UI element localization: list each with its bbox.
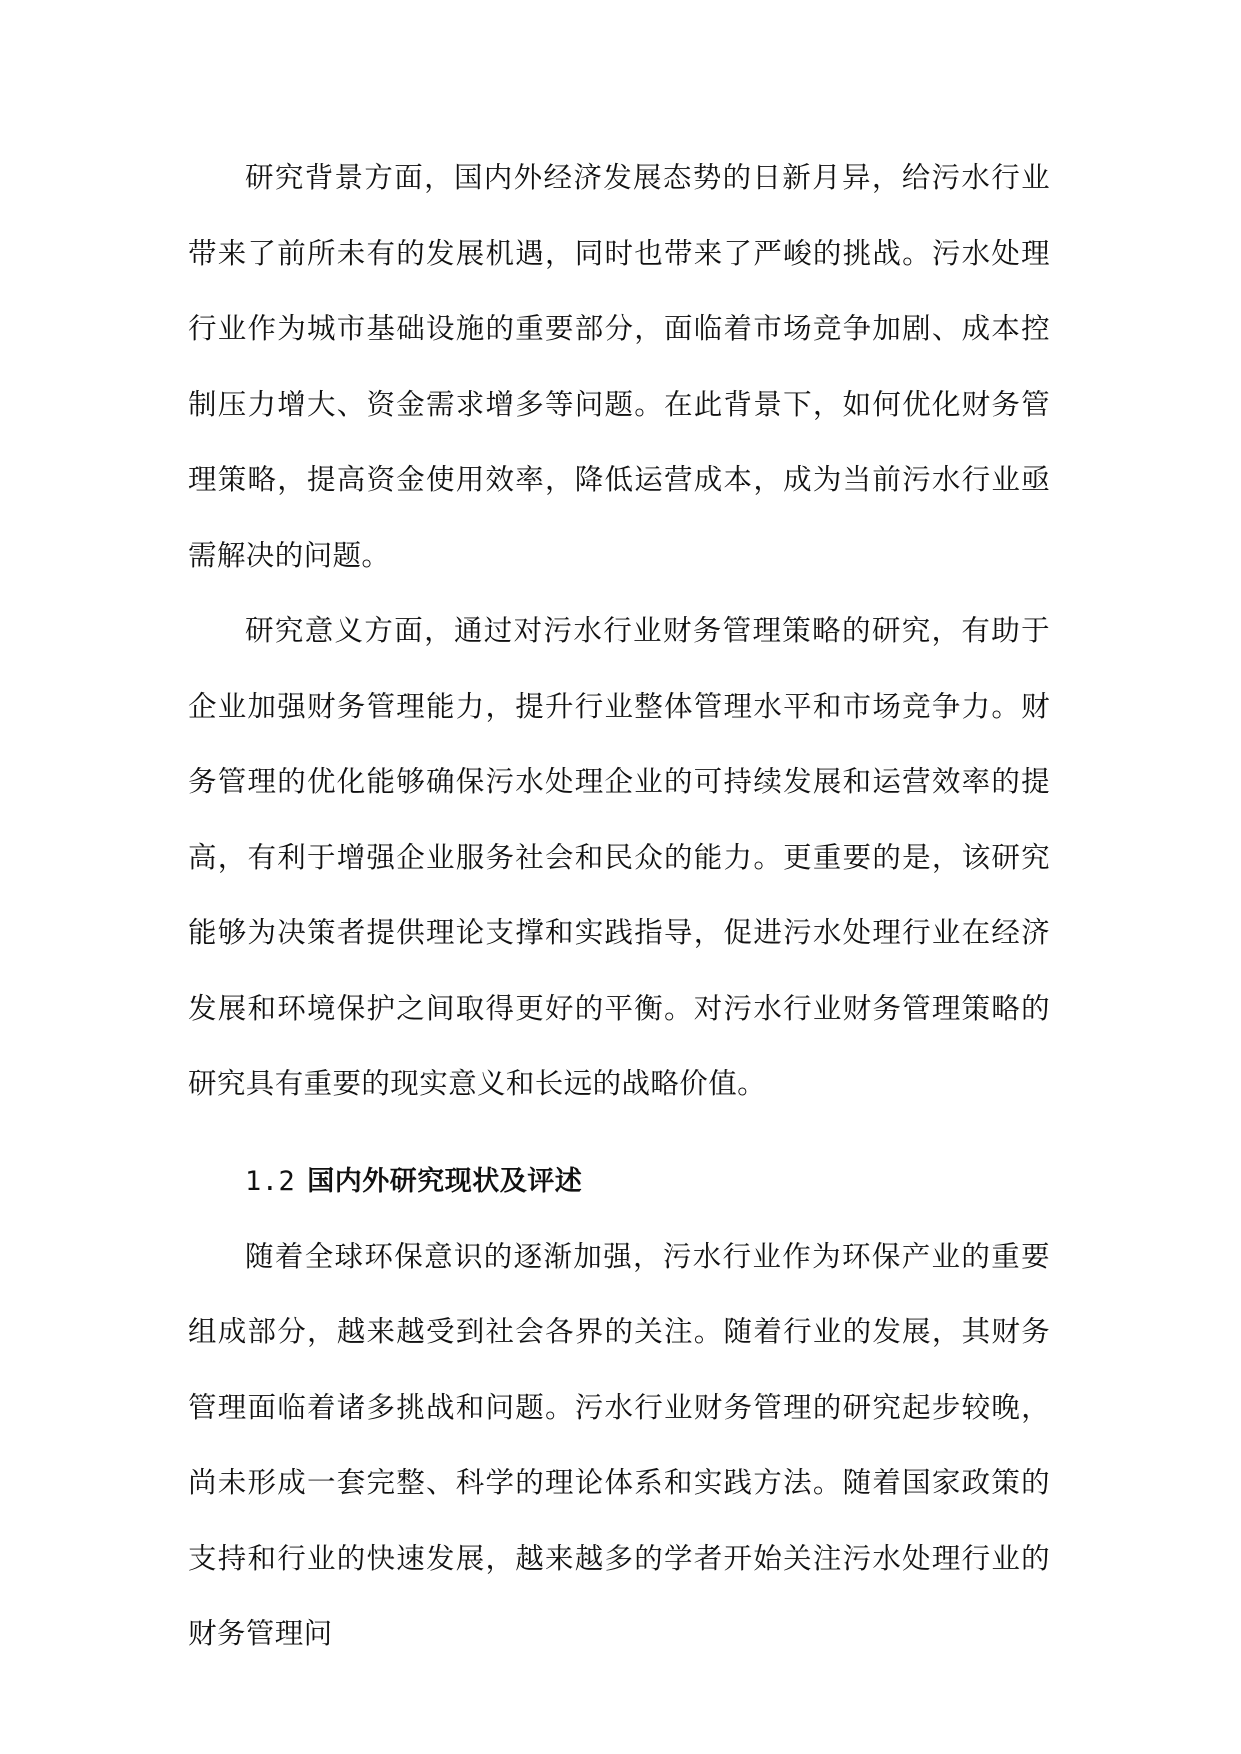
section-heading xyxy=(188,1144,1050,1219)
paragraph-research-status: 随着全球环保意识的逐渐加强，污水行业作为环保产业的重要组成部分，越来越受到社会各界的关注。随着行业的发展，其财务管理面临着诸多挑战和问题。污水行业财务管理的研究起步较晚，尚未形成一套完整、科学的理论体系和实践方法。随着国家政策的支持和行业的快速发展，越来越多的学者开始关注污水处理行业的财务管理问 xyxy=(188,1239,1050,1650)
document-body xyxy=(188,140,1050,1672)
paragraph-research-background: 研究背景方面，国内外经济发展态势的日新月异，给污水行业带来了前所未有的发展机遇，同时也带来了严峻的挑战。污水处理行业作为城市基础设施的重要部分，面临着市场竞争加剧、成本控制压力增大、资金需求增多等问题。在此背景下，如何优化财务管理策略，提高资金使用效率，降低运营成本，成为当前污水行业亟需解决的问题。 xyxy=(188,161,1050,572)
section-title: 国内外研究现状及评述 xyxy=(307,1165,583,1197)
section-number: 1.2 xyxy=(245,1165,296,1197)
paragraph-research-significance: 研究意义方面，通过对污水行业财务管理策略的研究，有助于企业加强财务管理能力，提升行业整体管理水平和市场竞争力。财务管理的优化能够确保污水处理企业的可持续发展和运营效率的提高，有利于增强企业服务社会和民众的能力。更重要的是，该研究能够为决策者提供理论支撑和实践指导，促进污水处理行业在经济发展和环境保护之间取得更好的平衡。对污水行业财务管理策略的研究具有重要的现实意义和长远的战略价值。 xyxy=(188,614,1050,1100)
